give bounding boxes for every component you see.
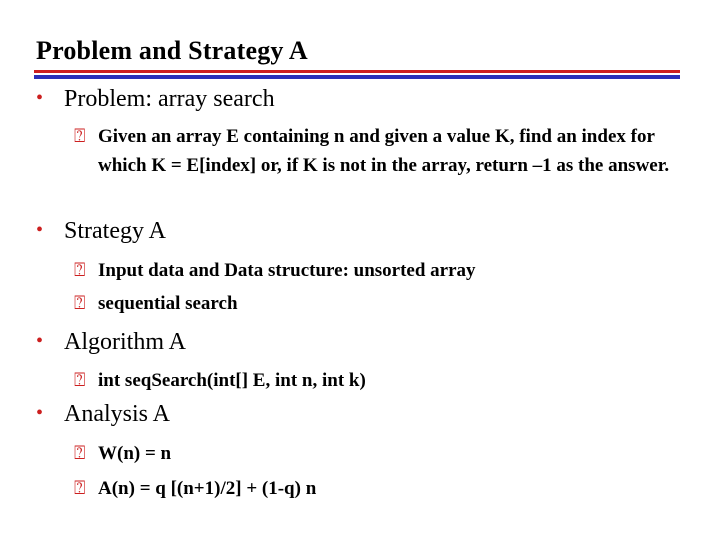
bullet-label: Strategy A xyxy=(64,218,166,244)
sub-item xyxy=(74,289,674,318)
bullet-label: Analysis A xyxy=(64,401,171,427)
sub-item-text: Input data and Data structure: unsorted array xyxy=(98,260,476,281)
q-arrow-icon: ⍰ xyxy=(74,125,86,147)
sub-item xyxy=(74,439,674,468)
bullet-algorithm xyxy=(36,329,186,356)
sub-item xyxy=(74,366,674,395)
sub-item-text: A(n) = q [(n+1)/2] + (1-q) n xyxy=(98,478,317,499)
bullet-label: Algorithm A xyxy=(64,329,187,355)
sub-item-text: sequential search xyxy=(98,293,238,314)
title-underline-red xyxy=(34,70,680,73)
sub-item-text: Given an array E containing n and given a value K, find an index for which K = E[index] or, if K is not in the array, return –1 as the answer. xyxy=(98,126,670,176)
sub-item xyxy=(74,474,674,503)
bullet-label: Problem: array search xyxy=(64,86,275,112)
bullet-dot-icon: • xyxy=(36,402,44,424)
slide-title: Problem and Strategy A xyxy=(36,36,308,65)
q-arrow-icon: ⍰ xyxy=(74,259,86,281)
sub-item-text: W(n) = n xyxy=(98,443,172,464)
bullet-dot-icon: • xyxy=(36,87,44,109)
bullet-dot-icon: • xyxy=(36,219,44,241)
sub-item xyxy=(74,122,674,180)
bullet-analysis xyxy=(36,401,170,428)
bullet-strategy xyxy=(36,218,166,245)
bullet-problem xyxy=(36,86,275,113)
q-arrow-icon: ⍰ xyxy=(74,369,86,391)
q-arrow-icon: ⍰ xyxy=(74,442,86,464)
sub-item xyxy=(74,256,674,285)
q-arrow-icon: ⍰ xyxy=(74,292,86,314)
title-underline-blue xyxy=(34,75,680,79)
sub-item-text: int seqSearch(int[] E, int n, int k) xyxy=(98,370,366,391)
q-arrow-icon: ⍰ xyxy=(74,477,86,499)
bullet-dot-icon: • xyxy=(36,330,44,352)
